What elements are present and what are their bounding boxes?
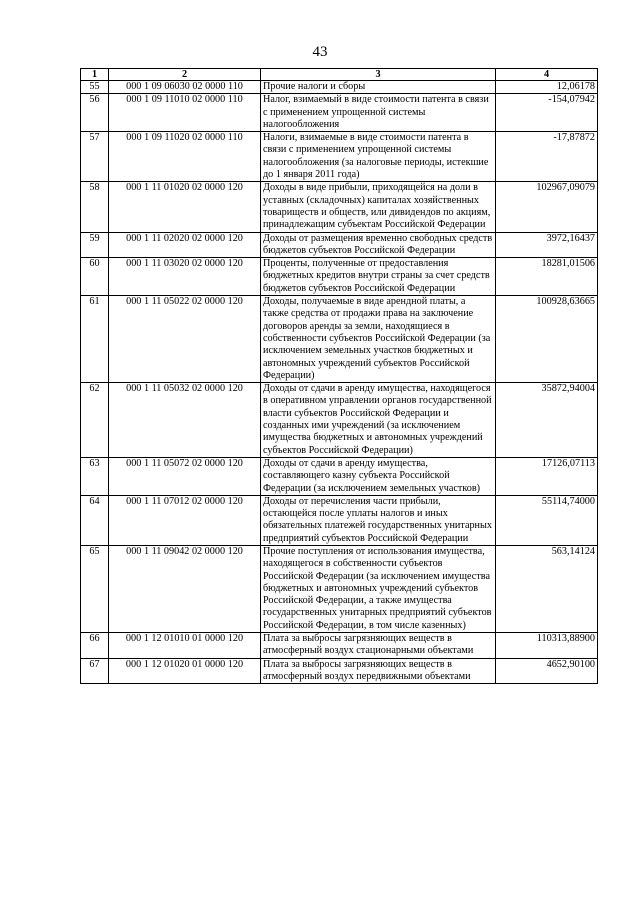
row-number-cell: 61 — [81, 296, 109, 383]
revenue-name-cell: Прочие налоги и сборы — [261, 81, 496, 94]
row-number-cell: 56 — [81, 94, 109, 132]
table-row — [81, 132, 598, 182]
budget-code-cell: 000 1 09 11020 02 0000 110 — [109, 132, 261, 182]
table-row — [81, 495, 598, 545]
table-row — [81, 232, 598, 258]
budget-code-cell: 000 1 11 07012 02 0000 120 — [109, 495, 261, 545]
revenue-name-cell: Плата за выбросы загрязняющих веществ в атмосферный воздух передвижными объектами — [261, 658, 496, 684]
table-body — [81, 81, 598, 684]
table-header-row — [81, 69, 598, 81]
row-number-cell: 58 — [81, 182, 109, 232]
budget-code-cell: 000 1 09 11010 02 0000 110 — [109, 94, 261, 132]
table-row — [81, 182, 598, 232]
budget-code-cell: 000 1 11 09042 02 0000 120 — [109, 545, 261, 632]
budget-code-cell: 000 1 11 02020 02 0000 120 — [109, 232, 261, 258]
table-row — [81, 81, 598, 94]
row-number-cell: 55 — [81, 81, 109, 94]
revenue-name-cell: Доходы, получаемые в виде арендной платы, а также средства от продажи права на заключение договоров аренды за земли, находящиеся в собственности субъектов Российской Федерации (за исключением земельных участков бюджетных и автономных учреждений субъектов Российской Федерации) — [261, 296, 496, 383]
budget-code-cell: 000 1 11 05032 02 0000 120 — [109, 383, 261, 458]
amount-cell: 12,06178 — [496, 81, 598, 94]
budget-revenue-table — [80, 68, 598, 684]
column-header-2: 2 — [109, 69, 261, 81]
row-number-cell: 62 — [81, 383, 109, 458]
amount-cell: 102967,09079 — [496, 182, 598, 232]
revenue-name-cell: Доходы от размещения временно свободных средств бюджетов субъектов Российской Федерации — [261, 232, 496, 258]
revenue-name-cell: Налоги, взимаемые в виде стоимости патента в связи с применением упрощенной системы налогообложения (за налоговые периоды, истекшие до 1 января 2011 года) — [261, 132, 496, 182]
column-header-4: 4 — [496, 69, 598, 81]
column-header-1: 1 — [81, 69, 109, 81]
revenue-name-cell: Плата за выбросы загрязняющих веществ в атмосферный воздух стационарными объектами — [261, 633, 496, 659]
amount-cell: 3972,16437 — [496, 232, 598, 258]
table-row — [81, 258, 598, 296]
row-number-cell: 59 — [81, 232, 109, 258]
revenue-name-cell: Доходы в виде прибыли, приходящейся на доли в уставных (складочных) капиталах хозяйственных товариществ и обществ, или дивидендов по акциям, принадлежащим субъектам Российской Федерации — [261, 182, 496, 232]
amount-cell: 110313,88900 — [496, 633, 598, 659]
budget-code-cell: 000 1 12 01020 01 0000 120 — [109, 658, 261, 684]
amount-cell: 563,14124 — [496, 545, 598, 632]
row-number-cell: 65 — [81, 545, 109, 632]
revenue-name-cell: Доходы от сдачи в аренду имущества, находящегося в оперативном управлении органов государственной власти субъектов Российской Федерации и созданных ими учреждений (за исключением имущества бюджетных и автономных учреждений субъектов Российской Федерации) — [261, 383, 496, 458]
budget-code-cell: 000 1 09 06030 02 0000 110 — [109, 81, 261, 94]
column-header-3: 3 — [261, 69, 496, 81]
budget-code-cell: 000 1 11 05072 02 0000 120 — [109, 457, 261, 495]
row-number-cell: 64 — [81, 495, 109, 545]
amount-cell: 55114,74000 — [496, 495, 598, 545]
page-number: 43 — [312, 44, 328, 60]
amount-cell: 18281,01506 — [496, 258, 598, 296]
revenue-name-cell: Доходы от сдачи в аренду имущества, составляющего казну субъекта Российской Федерации (за исключением земельных участков) — [261, 457, 496, 495]
budget-code-cell: 000 1 11 03020 02 0000 120 — [109, 258, 261, 296]
revenue-name-cell: Доходы от перечисления части прибыли, остающейся после уплаты налогов и иных обязательных платежей государственных унитарных предприятий субъектов Российской Федерации — [261, 495, 496, 545]
row-number-cell: 66 — [81, 633, 109, 659]
row-number-cell: 60 — [81, 258, 109, 296]
table-row — [81, 457, 598, 495]
amount-cell: 17126,07113 — [496, 457, 598, 495]
budget-code-cell: 000 1 11 05022 02 0000 120 — [109, 296, 261, 383]
table-row — [81, 383, 598, 458]
table-row — [81, 94, 598, 132]
table-row — [81, 633, 598, 659]
revenue-name-cell: Проценты, полученные от предоставления бюджетных кредитов внутри страны за счет средств бюджетов субъектов Российской Федерации — [261, 258, 496, 296]
table-row — [81, 545, 598, 632]
row-number-cell: 67 — [81, 658, 109, 684]
amount-cell: -154,07942 — [496, 94, 598, 132]
revenue-name-cell: Прочие поступления от использования имущества, находящегося в собственности субъектов Российской Федерации (за исключением имущества бюджетных и автономных учреждений субъектов Российской Федерации, а также имущества государственных унитарных предприятий субъектов Российской Федерации, в том числе казенных) — [261, 545, 496, 632]
row-number-cell: 57 — [81, 132, 109, 182]
amount-cell: 35872,94004 — [496, 383, 598, 458]
budget-code-cell: 000 1 11 01020 02 0000 120 — [109, 182, 261, 232]
amount-cell: 4652,90100 — [496, 658, 598, 684]
table-row — [81, 296, 598, 383]
amount-cell: -17,87872 — [496, 132, 598, 182]
row-number-cell: 63 — [81, 457, 109, 495]
revenue-name-cell: Налог, взимаемый в виде стоимости патента в связи с применением упрощенной системы налогообложения — [261, 94, 496, 132]
amount-cell: 100928,63665 — [496, 296, 598, 383]
table-row — [81, 658, 598, 684]
budget-code-cell: 000 1 12 01010 01 0000 120 — [109, 633, 261, 659]
